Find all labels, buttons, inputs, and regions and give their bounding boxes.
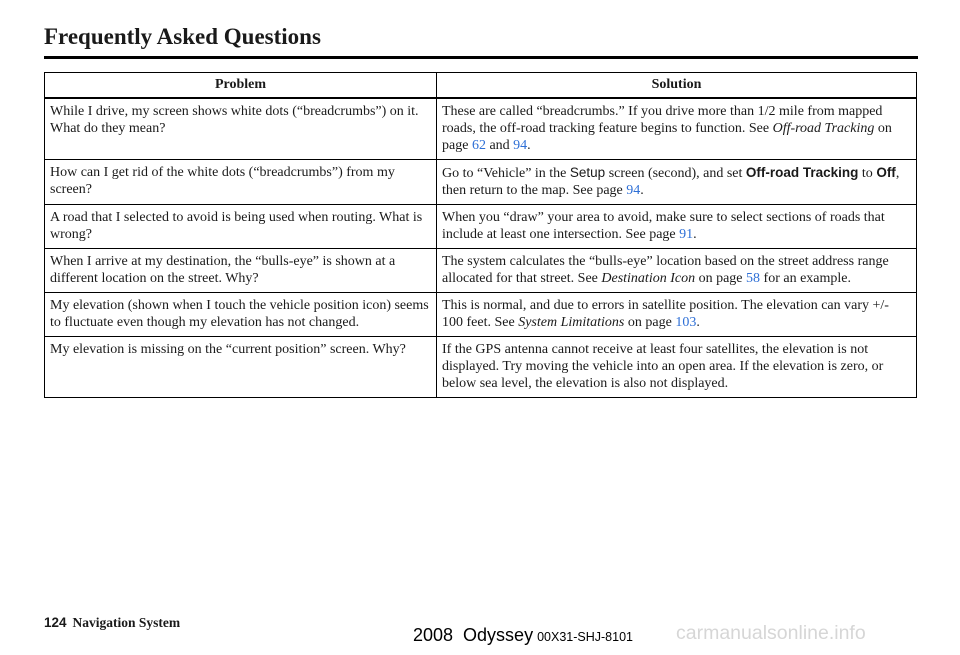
table-header-row <box>45 73 917 99</box>
solution-cell: Go to “Vehicle” in the Setup screen (second), and set Off-road Tracking to Off, then return to the map. See page 94. <box>437 160 917 205</box>
model-year-name: 2008 Odyssey <box>413 625 534 645</box>
problem-cell: A road that I selected to avoid is being used when routing. What is wrong? <box>45 205 437 249</box>
solution-cell: These are called “breadcrumbs.” If you drive more than 1/2 mile from mapped roads, the off-road tracking feature begins to function. See Off-road Tracking on page 62 and 94. <box>437 98 917 160</box>
problem-cell: How can I get rid of the white dots (“breadcrumbs”) from my screen? <box>45 160 437 205</box>
problem-cell: While I drive, my screen shows white dots (“breadcrumbs”) on it. What do they mean? <box>45 98 437 160</box>
table-row <box>45 337 917 398</box>
reference-title: System Limitations <box>518 315 625 330</box>
reference-title: Off-road Tracking <box>772 121 875 136</box>
table-row <box>45 160 917 205</box>
problem-cell: My elevation is missing on the “current position” screen. Why? <box>45 337 437 398</box>
table-row <box>45 205 917 249</box>
solution-cell: If the GPS antenna cannot receive at least four satellites, the elevation is not displayed. Try moving the vehicle into an open area. If the elevation is zero, or below sea level, the elevation is also not displayed. <box>437 337 917 398</box>
page-link[interactable]: 94 <box>513 138 528 153</box>
setting-value: Off <box>876 165 896 180</box>
page-number: 124 <box>44 615 67 630</box>
table-row <box>45 249 917 293</box>
reference-title: Destination Icon <box>601 271 696 286</box>
page-link[interactable]: 62 <box>471 138 486 153</box>
model-code: 00X31-SHJ-8101 <box>537 630 633 644</box>
header-solution: Solution <box>437 73 917 99</box>
page-link[interactable]: 94 <box>626 183 641 198</box>
faq-table <box>44 72 917 398</box>
problem-cell: When I arrive at my destination, the “bulls-eye” is shown at a different location on the street. Why? <box>45 249 437 293</box>
title-rule <box>44 56 918 59</box>
section-name: Navigation System <box>72 615 181 630</box>
page-footer <box>44 615 180 631</box>
solution-cell: When you “draw” your area to avoid, make sure to select sections of roads that include at least one intersection. See page 91. <box>437 205 917 249</box>
screen-keyword: Setup <box>569 165 606 180</box>
site-watermark: carmanualsonline.info <box>676 622 866 644</box>
setting-keyword: Off-road Tracking <box>745 165 859 180</box>
header-problem: Problem <box>45 73 437 99</box>
table-row <box>45 293 917 337</box>
page-title: Frequently Asked Questions <box>44 24 321 49</box>
model-watermark <box>413 625 633 646</box>
problem-cell: My elevation (shown when I touch the vehicle position icon) seems to fluctuate even though my elevation has not changed. <box>45 293 437 337</box>
solution-cell: The system calculates the “bulls-eye” location based on the street address range allocated for that street. See Destination Icon on page 58 for an example. <box>437 249 917 293</box>
page-link[interactable]: 58 <box>746 271 761 286</box>
page-link[interactable]: 91 <box>679 227 694 242</box>
table-row <box>45 98 917 160</box>
page-link[interactable]: 103 <box>675 315 697 330</box>
solution-cell: This is normal, and due to errors in satellite position. The elevation can vary +/- 100 feet. See System Limitations on page 103. <box>437 293 917 337</box>
